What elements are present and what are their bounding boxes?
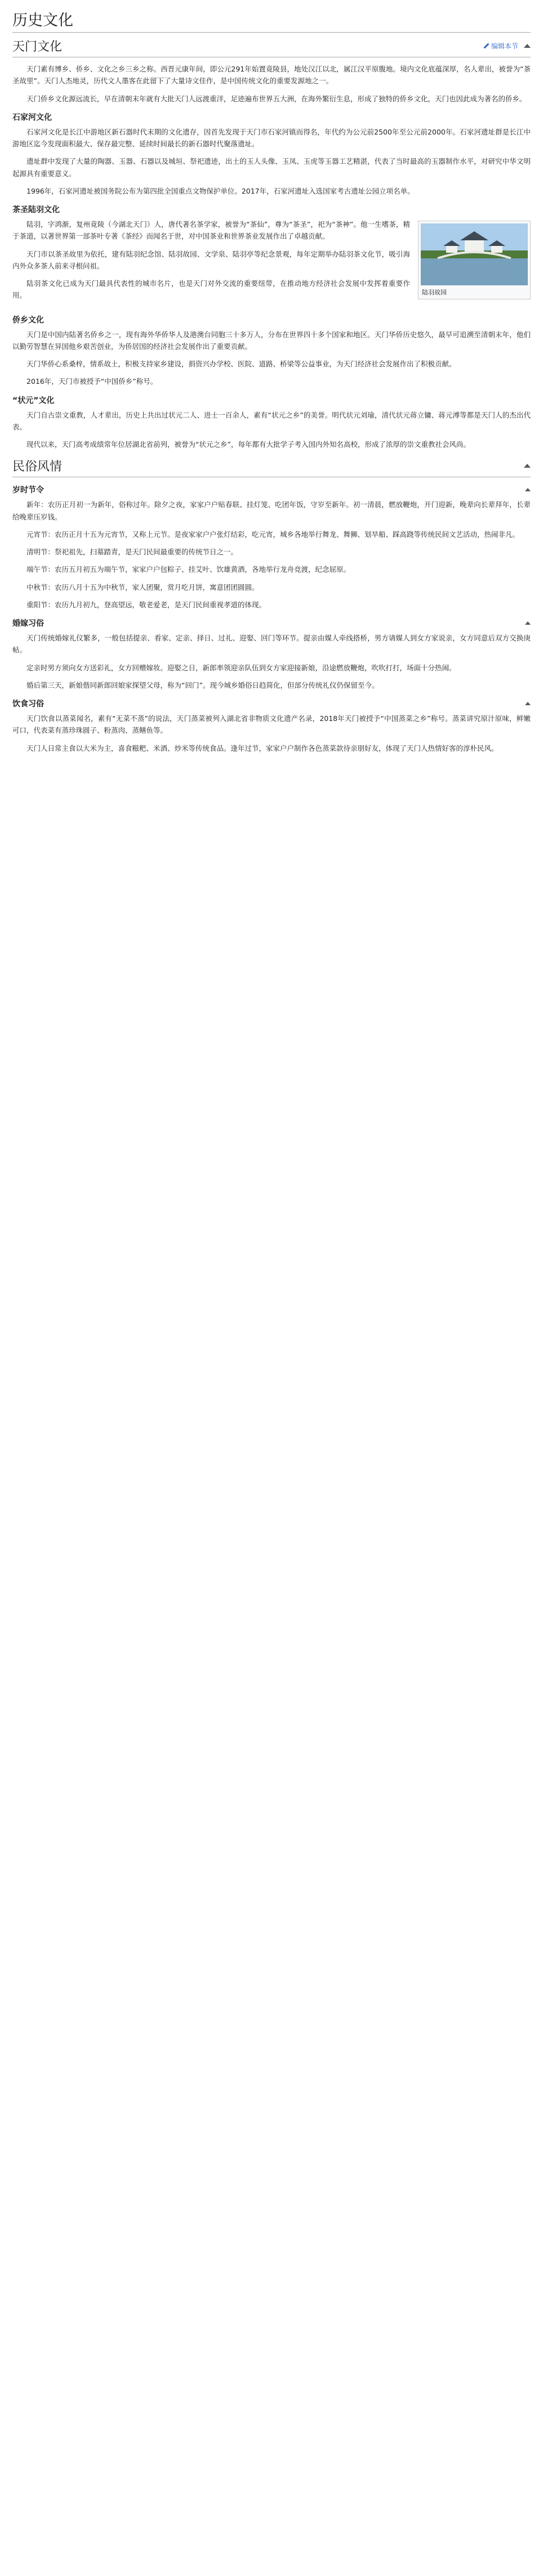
subsection-header bbox=[12, 314, 531, 325]
paragraph: 天门传统婚嫁礼仪繁多，一般包括提亲、看家、定亲、择日、过礼、迎娶、回门等环节。提亲由媒人牵线搭桥，男方请媒人到女方家说亲，女方同意后双方交换庚帖。 bbox=[12, 634, 531, 655]
paragraph: 现代以来，天门高考成绩常年位居湖北省前列，被誉为“状元之乡”，每年都有大批学子考入国内外知名高校，形成了浓厚的崇文重教社会风尚。 bbox=[26, 440, 470, 449]
paragraph: 元宵节：农历正月十五为元宵节，又称上元节。是夜家家户户张灯结彩，吃元宵，城乡各地举行舞龙、舞狮、划旱船、踩高跷等传统民间文艺活动，热闹非凡。 bbox=[26, 530, 520, 539]
paragraph: 婚后第三天，新娘偕同新郎回娘家探望父母，称为“回门”。现今城乡婚俗日趋简化，但部分传统礼仪仍保留至今。 bbox=[26, 680, 379, 689]
figure[interactable] bbox=[418, 221, 531, 299]
paragraph: 陆羽，字鸿渐，复州竟陵（今湖北天门）人，唐代著名茶学家，被誉为“茶仙”，尊为“茶圣”，祀为“茶神”。他一生嗜茶，精于茶道，以著世界第一部茶叶专著《茶经》而闻名于世，对中国茶业和世界茶业发展作出了卓越贡献。 bbox=[12, 220, 410, 241]
subsection-header bbox=[12, 111, 531, 123]
section-tools bbox=[483, 41, 531, 51]
collapse-caret-icon[interactable] bbox=[524, 44, 531, 48]
paragraph: 端午节：农历五月初五为端午节，家家户户包粽子、挂艾叶、饮雄黄酒，各地举行龙舟竞渡，纪念屈原。 bbox=[26, 565, 351, 574]
subsection-body-with-figure bbox=[12, 218, 531, 307]
paragraph: 天门人日常主食以大米为主，喜食糍粑、米酒、炒米等传统食品。逢年过节，家家户户制作各色蒸菜款待亲朋好友，体现了天门人热情好客的淳朴民风。 bbox=[26, 743, 499, 752]
pencil-icon bbox=[483, 43, 489, 49]
paragraph: 2016年，天门市被授予“中国侨乡”称号。 bbox=[26, 377, 158, 386]
section-header-culture bbox=[12, 36, 531, 57]
collapse-caret-icon[interactable] bbox=[525, 621, 531, 625]
subsection-heading: 饮食习俗 bbox=[12, 700, 44, 709]
paragraph: 天门华侨心系桑梓，情系故土，积极支持家乡建设，捐资兴办学校、医院、道路、桥梁等公益事业，为天门经济社会发展作出了积极贡献。 bbox=[26, 360, 456, 368]
section-heading: 天门文化 bbox=[12, 40, 63, 54]
section-heading: 民俗风情 bbox=[12, 460, 63, 474]
subsection-header bbox=[12, 484, 531, 495]
subsection-header bbox=[12, 698, 531, 709]
collapse-caret-icon[interactable] bbox=[525, 488, 531, 491]
edit-label: 编辑本节 bbox=[491, 42, 518, 50]
paragraph: 1996年，石家河遗址被国务院公布为第四批全国重点文物保护单位。2017年，石家河遗址入选国家考古遗址公园立项名单。 bbox=[26, 186, 415, 195]
paragraph: 天门是中国内陆著名侨乡之一，现有海外华侨华人及港澳台同胞三十多万人，分布在世界四十多个国家和地区。天门华侨历史悠久，最早可追溯至清朝末年，他们以勤劳智慧在异国他乡艰苦创业，为侨居国的经济社会发展作出了重要贡献。 bbox=[12, 330, 531, 351]
subsection-header bbox=[12, 617, 531, 629]
paragraph: 定亲时男方须向女方送彩礼，女方回赠嫁妆。迎娶之日，新郎率领迎亲队伍到女方家迎接新娘，沿途燃放鞭炮，吹吹打打，场面十分热闹。 bbox=[26, 663, 456, 672]
section-tools bbox=[524, 464, 531, 468]
figure-caption: 陆羽故园 bbox=[422, 289, 447, 296]
pavilion-illustration bbox=[421, 223, 528, 285]
subsection-heading: 茶圣陆羽文化 bbox=[12, 205, 60, 214]
paragraph: 天门自古崇文重教，人才辈出，历史上共出过状元二人、进士一百余人，素有“状元之乡”的美誉。明代状元刘瑜，清代状元蒋立镛、蒋元溥等都是天门人的杰出代表。 bbox=[12, 410, 531, 431]
paragraph: 天门饮食以蒸菜闻名，素有“无菜不蒸”的说法，天门蒸菜被列入湖北省非物质文化遗产名录，2018年天门被授予“中国蒸菜之乡”称号。蒸菜讲究原汁原味，鲜嫩可口，代表菜有蒸珍珠圆子、粉蒸肉、蒸鳝鱼等。 bbox=[12, 714, 531, 735]
pavilion-photo[interactable] bbox=[421, 223, 528, 285]
subsection-heading: 婚嫁习俗 bbox=[12, 619, 44, 628]
subsection-header bbox=[12, 395, 531, 406]
paragraph: 石家河文化是长江中游地区新石器时代末期的文化遗存，因首先发现于天门市石家河镇而得名，年代约为公元前2500年至公元前2000年。石家河遗址群是长江中游地区迄今发现面积最大、保存最完整、延续时间最长的新石器时代聚落遗址。 bbox=[12, 127, 531, 148]
subsection-header bbox=[12, 204, 531, 215]
subsection-heading: 侨乡文化 bbox=[12, 315, 44, 325]
subsection-heading: 岁时节令 bbox=[12, 486, 44, 495]
paragraph: 新年：农历正月初一为新年，俗称过年。除夕之夜，家家户户贴春联、挂灯笼、吃团年饭，守岁至新年。初一清晨，燃放鞭炮，开门迎新，晚辈向长辈拜年，长辈给晚辈压岁钱。 bbox=[12, 500, 531, 521]
paragraph: 清明节：祭祀祖先，扫墓踏青，是天门民间最重要的传统节日之一。 bbox=[26, 548, 238, 556]
paragraph: 遗址群中发现了大量的陶器、玉器、石器以及城垣、祭祀遗迹，出土的玉人头像、玉凤、玉虎等玉器工艺精湛，代表了当时最高的玉器制作水平，对研究中华文明起源具有重要意义。 bbox=[12, 157, 531, 178]
paragraph: 天门素有博乡、侨乡、文化之乡三乡之称。西晋元康年间，即公元291年始置竟陵县，地处汉江以北，属江汉平原腹地。境内文化底蕴深厚，名人辈出，被誉为“茶圣故里”。天门人杰地灵，历代文人墨客在此留下了大量诗文佳作，是中国传统文化的重要发源地之一。 bbox=[12, 65, 531, 86]
paragraph: 天门市以茶圣故里为依托，建有陆羽纪念馆、陆羽故园、文学泉、陆羽亭等纪念景观，每年定期举办陆羽茶文化节，吸引海内外众多茶人前来寻根问祖。 bbox=[12, 249, 410, 270]
page-title: 历史文化 bbox=[12, 8, 531, 33]
subsection-heading: “状元”文化 bbox=[12, 396, 55, 405]
collapse-caret-icon[interactable] bbox=[525, 702, 531, 705]
paragraph: 重阳节：农历九月初九，登高望远，敬老爱老，是天门民间重视孝道的体现。 bbox=[26, 600, 266, 609]
collapse-caret-icon[interactable] bbox=[524, 464, 531, 468]
section-header-folk bbox=[12, 456, 531, 477]
subsection-heading: 石家河文化 bbox=[12, 113, 52, 122]
article bbox=[0, 0, 543, 754]
paragraph: 中秋节：农历八月十五为中秋节，家人团聚，赏月吃月饼，寓意团团圆圆。 bbox=[26, 583, 259, 592]
paragraph: 陆羽茶文化已成为天门最具代表性的城市名片，也是天门对外交流的重要纽带，在推动地方经济社会发展中发挥着重要作用。 bbox=[12, 279, 410, 300]
paragraph: 天门侨乡文化源远流长，早在清朝末年就有大批天门人远渡重洋，足迹遍布世界五大洲，在海外繁衍生息，形成了独特的侨乡文化，天门也因此成为著名的侨乡。 bbox=[26, 94, 527, 103]
edit-section-link[interactable] bbox=[483, 41, 518, 51]
